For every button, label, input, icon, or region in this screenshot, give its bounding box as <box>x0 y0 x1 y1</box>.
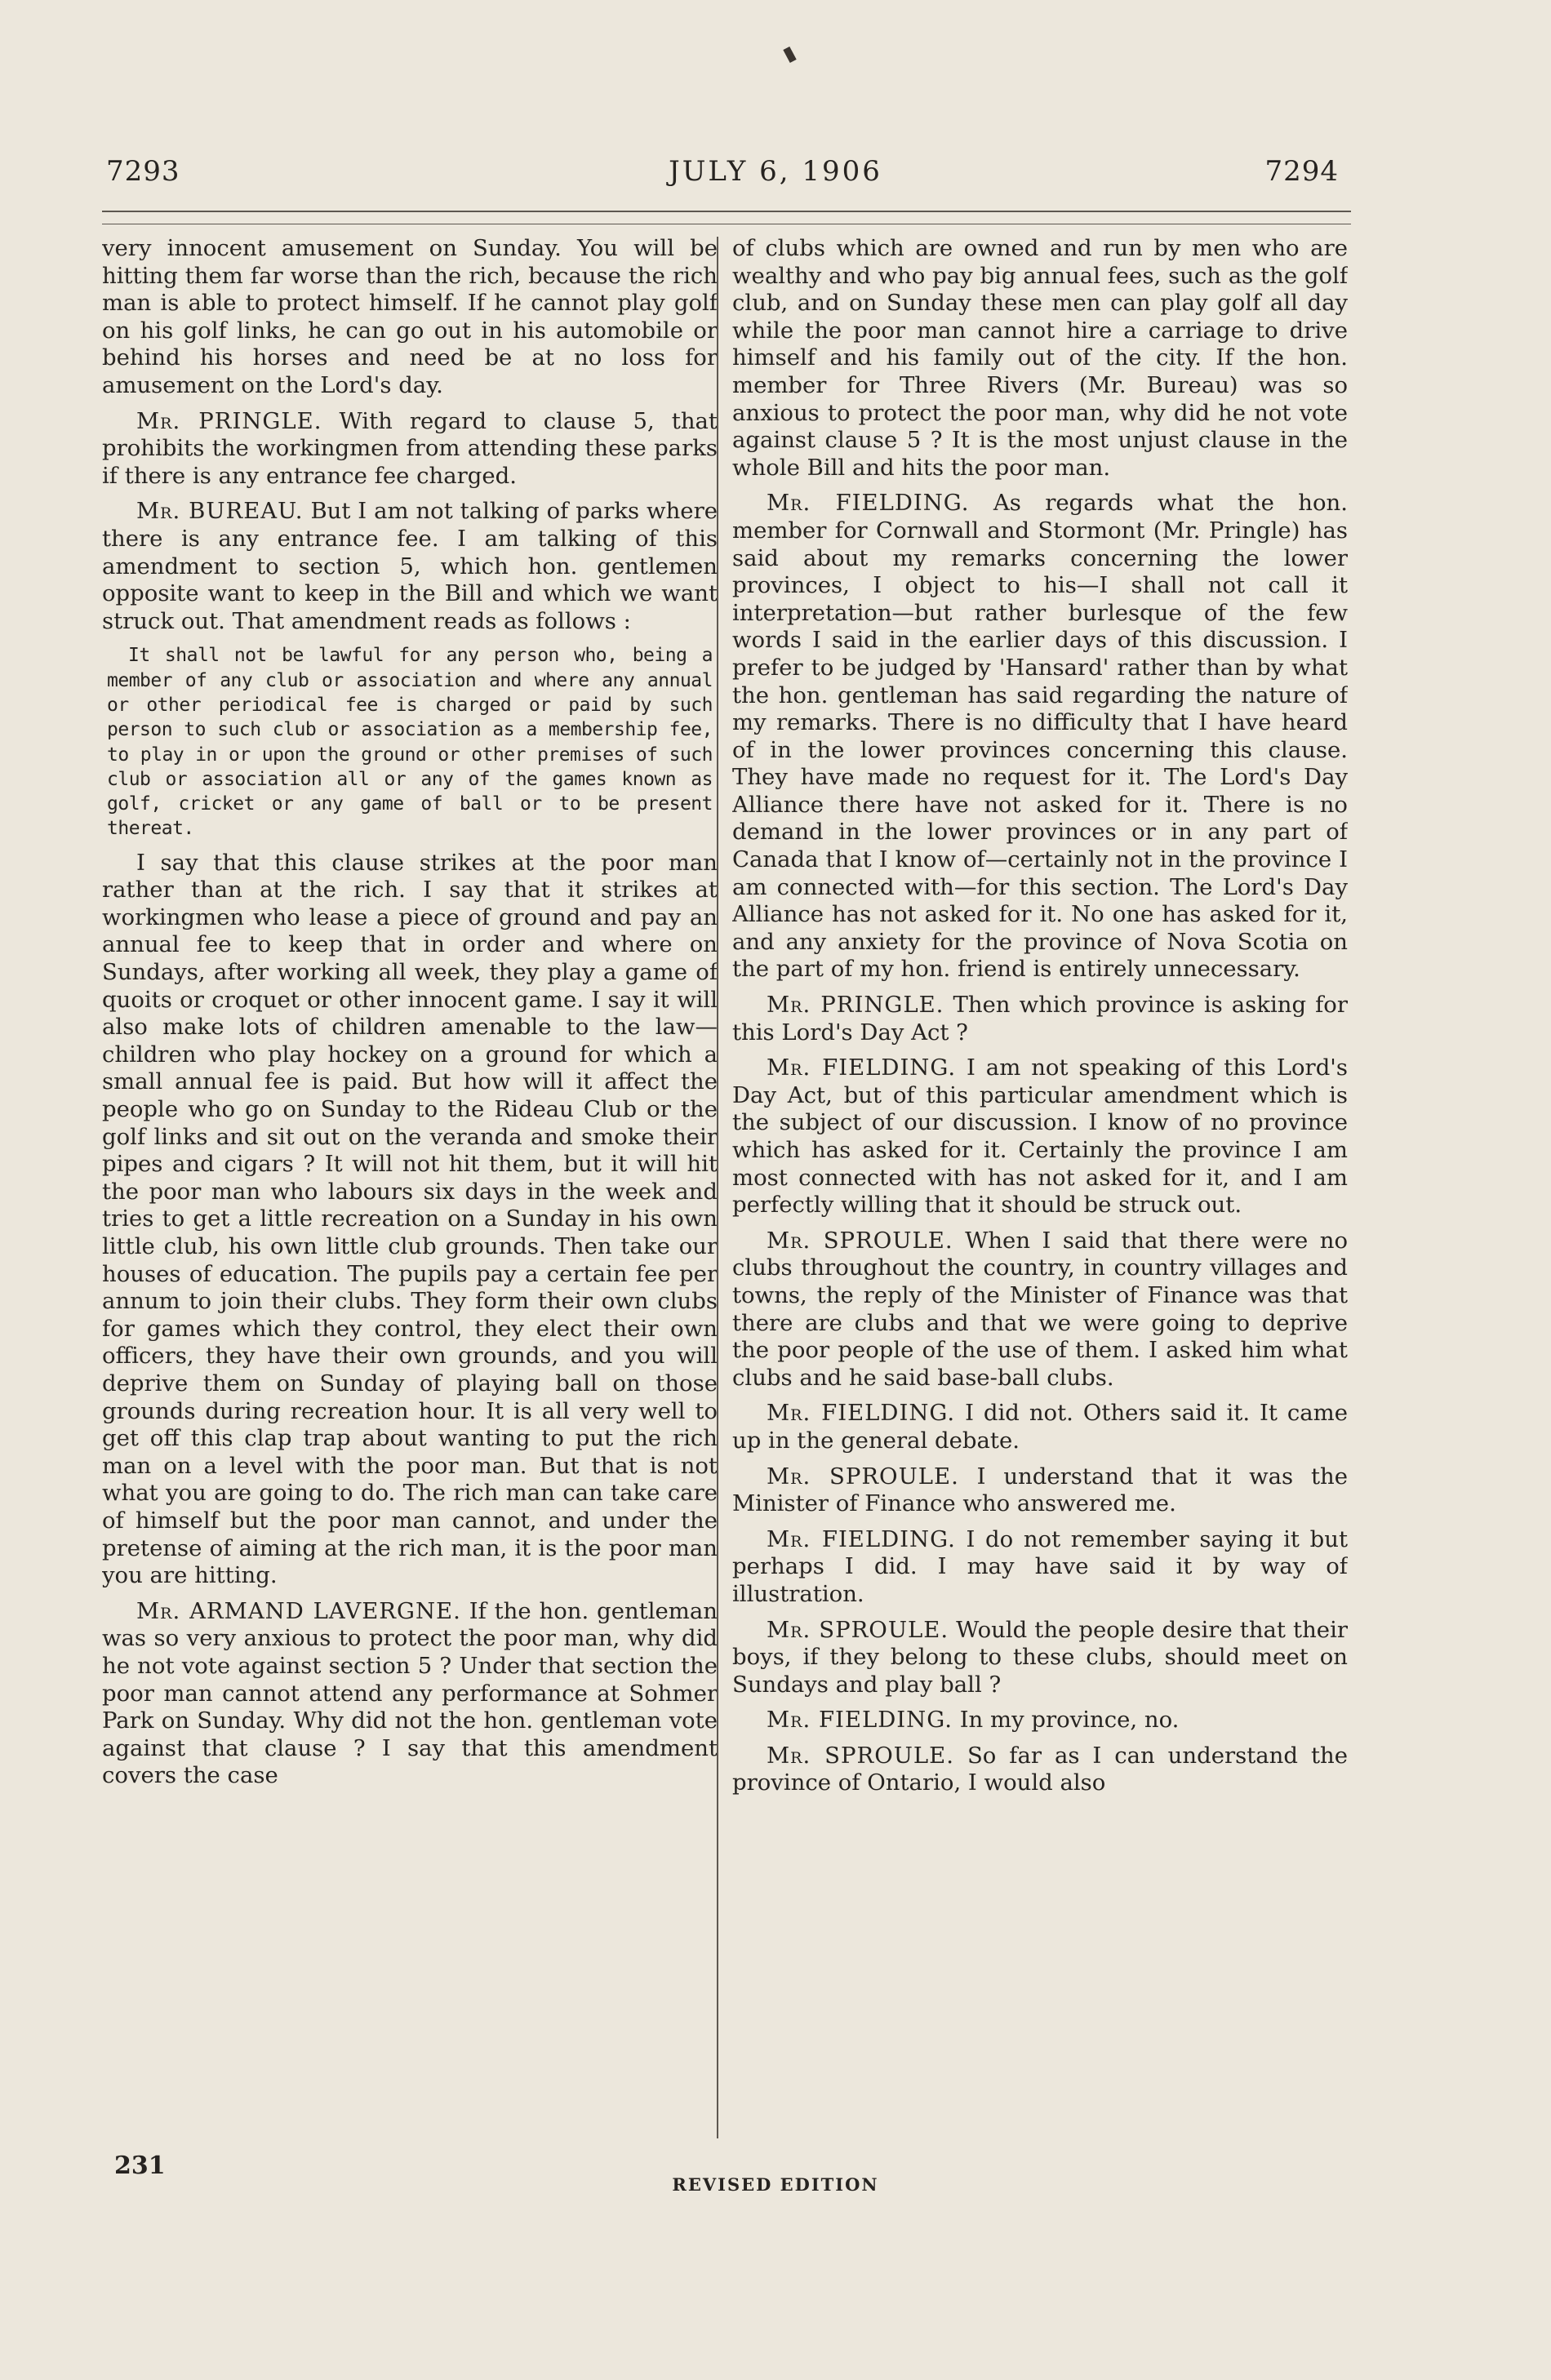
speech-paragraph <box>732 1463 1348 1518</box>
speech-paragraph <box>732 1055 1348 1219</box>
speaker-name: Mr. PRINGLE. <box>767 992 944 1019</box>
speaker-name: Mr. FIELDING. <box>767 1707 953 1734</box>
speech-text: As regards what the hon. member for Cornwall and Stormont (Mr. Pringle) has said about my remarks concerning the lower provinces, I object to his—I shall not call it interpretation—but rather burlesque of the few words I said in the earlier days of this discussion. I prefer to be judged by 'Hansard' rather than by what the hon. gentleman has said regarding the nature of my remarks. There is no difficulty that I have heard of in the lower provinces concerning this clause. They have made no request for it. The Lord's Day Alliance there have not asked for it. There is no demand in the lower provinces or in any part of Canada that I know of—certainly not in the province I am connected with—for this section. The Lord's Day Alliance has not asked for it. No one has asked for it, and any anxiety for the province of Nova Scotia on the part of my hon. friend is entirely unnecessary. <box>732 490 1348 983</box>
speaker-name: Mr. FIELDING. <box>767 1400 956 1427</box>
speaker-name: Mr. FIELDING. <box>767 1055 957 1081</box>
edition-label: REVISED EDITION <box>672 2174 879 2195</box>
speech-text: Then which province is asking for this Lord's Day Act ? <box>732 992 1348 1046</box>
speech-paragraph <box>102 1598 718 1790</box>
paragraph: of clubs which are owned and run by men who are wealthy and who pay big annual fees, such as the golf club, and on Sunday these men can play golf all day while the poor man cannot hire a carriage to drive himself and his family out of the city. If the hon. member for Three Rivers (Mr. Bureau) was so anxious to protect the poor man, why did he not vote against clause 5 ? It is the most unjust clause in the whole Bill and hits the poor man. <box>732 235 1348 481</box>
speech-paragraph <box>732 992 1348 1046</box>
speech-text: So far as I can understand the province of Ontario, I would also <box>732 1742 1348 1796</box>
footer-page-number: 231 <box>114 2151 166 2180</box>
quoted-amendment: It shall not be lawful for any person who, being a member of any club or association and where any annual or other periodical fee is charged or paid by such person to such club or association as a membership fee, to play in or upon the ground or other premises of such club or association all or any of the games known as golf, cricket or any game of ball or to be present thereat. <box>107 645 713 840</box>
speaker-name: Mr. BUREAU. <box>136 498 304 525</box>
left-page-number: 7293 <box>106 155 180 188</box>
column-divider <box>717 237 718 2138</box>
speech-paragraph <box>732 1707 1348 1734</box>
speaker-name: Mr. FIELDING. <box>767 490 970 517</box>
header-rule <box>102 211 1351 212</box>
speaker-name: Mr. SPROULE. <box>767 1463 959 1490</box>
speaker-name: Mr. SPROULE. <box>767 1742 954 1769</box>
speech-text: With regard to clause 5, that prohibits the workingmen from attending these parks if there is any entrance fee charged. <box>102 407 718 489</box>
speaker-name: Mr. SPROULE. <box>767 1616 949 1643</box>
speech-paragraph <box>732 1228 1348 1392</box>
speech-text: When I said that there were no clubs throughout the country, in country villages and towns, the reply of the Minister of Finance was that there are clubs and that we were going to deprive the poor people of the use of them. I asked him what clubs and he said base-ball clubs. <box>732 1227 1348 1391</box>
speech-paragraph <box>732 1400 1348 1454</box>
speech-paragraph <box>732 1743 1348 1797</box>
speech-text: If the hon. gentleman was so very anxious to protect the poor man, why did he not vote against section 5 ? Under that section the poor man cannot attend any performance at Sohmer Park on Sunday. Why did not the hon. gentleman vote against that clause ? I say that this amendment covers the case <box>102 1597 718 1789</box>
speech-text: I did not. Others said it. It came up in the general debate. <box>732 1400 1348 1454</box>
page-date: JULY 6, 1906 <box>669 155 882 188</box>
speech-text: In my province, no. <box>959 1707 1180 1734</box>
speech-text: Would the people desire that their boys, if they belong to these clubs, should meet on Sundays and play ball ? <box>732 1616 1348 1698</box>
paragraph: very innocent amusement on Sunday. You will be hitting them far worse than the rich, because the rich man is able to protect himself. If he cannot play golf on his golf links, he can go out in his automobile or behind his horses and need be at no loss for amusement on the Lord's day. <box>102 235 718 398</box>
paragraph: I say that this clause strikes at the poor man rather than at the rich. I say that it strikes at workingmen who lease a piece of ground and pay an annual fee to keep that in order and where on Sundays, after working all week, they play a game of quoits or croquet or other innocent game. I say it will also make lots of children amenable to the law—children who play hockey on a ground for which a small annual fee is paid. But how will it affect the people who go on Sunday to the Rideau Club or the golf links and sit out on the veranda and smoke their pipes and cigars ? It will not hit them, but it will hit the poor man who labours six days in the week and tries to get a little recreation on a Sunday in his own little club, his own little club grounds. Then take our houses of education. The pupils pay a certain fee per annum to join their clubs. They form their own clubs for games which they control, they elect their own officers, they have their own grounds, and you will deprive them on Sunday of playing ball on those grounds during recreation hour. It is all very well to get off this clap trap about wanting to put the rich man on a level with the poor man. But that is not what you are going to do. The rich man can take care of himself but the poor man cannot, and under the pretense of aiming at the rich man, it is the poor man you are hitting. <box>102 849 718 1589</box>
speech-paragraph <box>102 498 718 635</box>
right-column <box>732 235 1348 2137</box>
left-column <box>102 235 718 2137</box>
speaker-name: Mr. FIELDING. <box>767 1525 956 1552</box>
speech-text: But I am not talking of parks where there is any entrance fee. I am talking of this amendment to section 5, which hon. gentlemen opposite want to keep in the Bill and which we want struck out. That amendment reads as follows : <box>102 498 718 634</box>
speech-text: I am not speaking of this Lord's Day Act, but of this particular amendment which is the subject of our discussion. I know of no province which has asked for it. Certainly the province I am most connected with has not asked for it, and I am perfectly willing that it should be struck out. <box>732 1055 1348 1219</box>
speaker-name: Mr. PRINGLE. <box>136 407 322 434</box>
speech-paragraph <box>102 408 718 491</box>
right-page-number: 7294 <box>1264 155 1339 188</box>
speaker-name: Mr. ARMAND LAVERGNE. <box>136 1597 461 1624</box>
ink-speck <box>783 47 796 63</box>
speaker-name: Mr. SPROULE. <box>767 1227 953 1254</box>
speech-text: I do not remember saying it but perhaps I did. I may have said it by way of illustration. <box>732 1525 1348 1607</box>
speech-paragraph <box>732 1526 1348 1609</box>
speech-text: I understand that it was the Minister of Finance who answered me. <box>732 1463 1348 1517</box>
speech-paragraph <box>732 490 1348 984</box>
speech-paragraph <box>732 1617 1348 1699</box>
